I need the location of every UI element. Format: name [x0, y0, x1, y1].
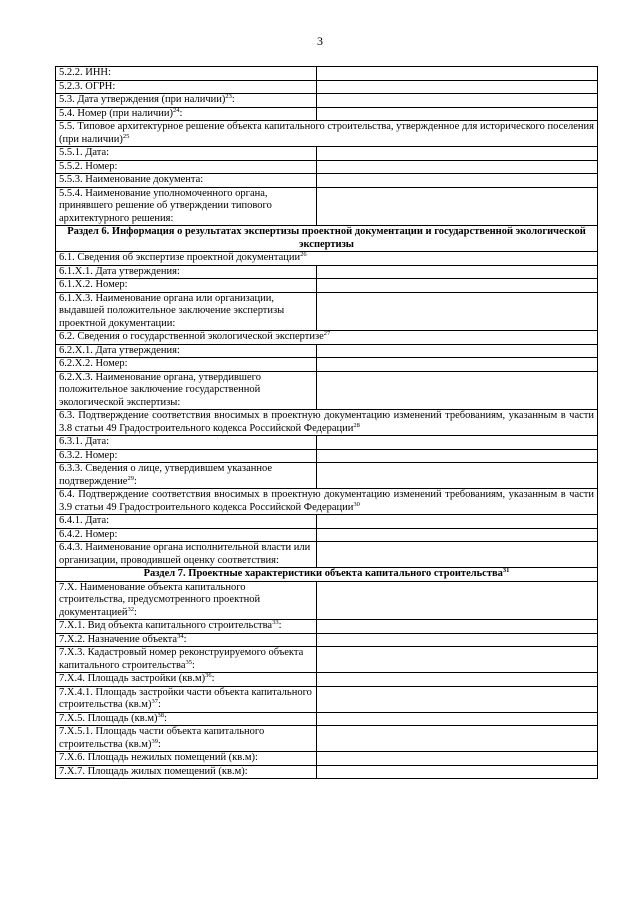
field-label-text: 5.4. Номер (при наличии) — [59, 107, 174, 119]
field-label-text: 5.2.3. ОГРН: — [59, 80, 116, 92]
field-label — [56, 279, 317, 293]
footnote-marker: 29 — [127, 474, 134, 482]
field-value-cell[interactable] — [317, 107, 598, 121]
field-label-text: 7.X. Наименование объекта капитального строительства, предусмотренного проектной документацией — [59, 581, 261, 618]
group-label — [56, 489, 598, 515]
footnote-marker: 23 — [225, 93, 232, 100]
field-value-cell[interactable] — [317, 436, 598, 450]
form-row — [56, 121, 598, 147]
field-label: 5.4. Номер (при наличии)$^{24}$: — [56, 107, 317, 121]
footnote-marker: 30 — [353, 500, 360, 508]
field-label — [56, 542, 317, 568]
field-label — [56, 174, 317, 188]
field-value-cell[interactable] — [317, 160, 598, 174]
field-label-text: 6.1.X.3. Наименование органа или организации, выдавшей положительное заключение экспертизы проектной документации: — [59, 292, 285, 329]
field-value-cell[interactable] — [317, 80, 598, 94]
footnote-marker: 34 — [177, 633, 184, 640]
field-label-text: 6.3.3. Сведения о лице, утвердившем указанное подтверждение — [59, 463, 273, 487]
field-label: 7.X. Наименование объекта капитального строительства, предусмотренного проектной документацией$^{32}$: — [56, 581, 317, 620]
field-value-cell[interactable] — [317, 292, 598, 331]
field-value-cell[interactable] — [317, 765, 598, 779]
form-row — [56, 752, 598, 766]
footnote-marker: 25 — [122, 132, 130, 140]
field-label: 7.X.1. Вид объекта капитального строительства$^{33}$: — [56, 620, 317, 634]
section-title — [56, 568, 598, 582]
group-label — [56, 331, 598, 345]
form-row — [56, 67, 598, 81]
field-value-cell[interactable] — [317, 673, 598, 687]
form-row — [56, 94, 598, 108]
form-row — [56, 279, 598, 293]
footnote-marker: 39 — [151, 737, 158, 745]
field-value-cell[interactable] — [317, 647, 598, 673]
field-label — [56, 160, 317, 174]
field-label-text: 5.2.2. ИНН: — [59, 67, 111, 78]
field-value-cell[interactable] — [317, 686, 598, 712]
field-value-cell[interactable] — [317, 371, 598, 410]
form-row — [56, 542, 598, 568]
field-label-text: 6.2.X.2. Номер: — [59, 358, 128, 369]
footnote-marker: 28 — [353, 421, 360, 429]
field-label-text: 7.X.4. Площадь застройки (кв.м) — [59, 673, 206, 684]
form-row — [56, 765, 598, 779]
form-row — [56, 436, 598, 450]
group-label-text: 6.1. Сведения об экспертизе проектной документации — [59, 252, 301, 263]
field-label — [56, 147, 317, 161]
field-label-text: 6.3.2. Номер: — [59, 449, 118, 461]
field-value-cell[interactable] — [317, 515, 598, 529]
field-label-text: 7.X.2. Назначение объекта — [59, 633, 178, 645]
field-label — [56, 67, 317, 81]
form-row — [56, 712, 598, 726]
footnote-marker: 38 — [157, 712, 164, 719]
field-label — [56, 528, 317, 542]
form-row — [56, 174, 598, 188]
form-row — [56, 80, 598, 94]
field-label-text: 5.5.4. Наименование уполномоченного органа, принявшего решение об утверждении типового архитектурного решения: — [59, 187, 272, 224]
field-label — [56, 515, 317, 529]
field-value-cell[interactable] — [317, 174, 598, 188]
form-row — [56, 344, 598, 358]
field-label-text: 7.X.6. Площадь нежилых помещений (кв.м): — [59, 752, 258, 763]
field-value-cell[interactable] — [317, 94, 598, 108]
field-value-cell[interactable] — [317, 633, 598, 647]
form-row — [56, 620, 598, 634]
form-row — [56, 515, 598, 529]
form-table — [55, 66, 598, 779]
field-label-text: 7.X.5. Площадь (кв.м) — [59, 712, 158, 724]
field-value-cell[interactable] — [317, 265, 598, 279]
field-label-text: 6.4.1. Дата: — [59, 515, 110, 526]
form-row — [56, 673, 598, 687]
field-value-cell[interactable] — [317, 528, 598, 542]
field-label — [56, 436, 317, 450]
form-row — [56, 331, 598, 345]
field-label-text: 6.4.2. Номер: — [59, 528, 118, 540]
form-row — [56, 581, 598, 620]
group-label-text: 5.5. Типовое архитектурное решение объекта капитального строительства, утвержденное для исторического поселения (при наличии) — [59, 121, 594, 145]
section-header-row — [56, 568, 598, 582]
form-row — [56, 371, 598, 410]
field-value-cell[interactable] — [317, 449, 598, 463]
footnote-marker: 31 — [502, 567, 510, 574]
section-title — [56, 226, 598, 252]
footnote-marker: 27 — [323, 330, 331, 337]
field-label-text: 7.X.1. Вид объекта капитального строительства — [59, 620, 273, 631]
form-table-body — [56, 67, 598, 779]
field-label: 6.3.3. Сведения о лице, утвердившем указанное подтверждение$^{29}$: — [56, 463, 317, 489]
field-label-text: 7.X.7. Площадь жилых помещений (кв.м): — [59, 765, 248, 777]
field-value-cell[interactable] — [317, 752, 598, 766]
group-label — [56, 121, 598, 147]
section-title-text: Раздел 6. Информация о результатах экспертизы проектной документации и государственной экологической экспертизы — [67, 226, 586, 250]
field-label — [56, 80, 317, 94]
field-label-text: 5.5.1. Дата: — [59, 147, 110, 158]
form-row — [56, 147, 598, 161]
form-row — [56, 187, 598, 226]
field-label — [56, 449, 317, 463]
form-row — [56, 647, 598, 673]
group-label — [56, 410, 598, 436]
field-label-text: 7.X.5.1. Площадь части объекта капитального строительства (кв.м) — [59, 726, 265, 750]
field-label — [56, 371, 317, 410]
field-label-text: 6.3.1. Дата: — [59, 436, 110, 447]
footnote-marker: 26 — [300, 251, 307, 258]
field-value-cell[interactable] — [317, 620, 598, 634]
form-row — [56, 726, 598, 752]
form-row — [56, 633, 598, 647]
field-value-cell[interactable] — [317, 542, 598, 568]
field-label — [56, 265, 317, 279]
form-row — [56, 463, 598, 489]
field-label: 7.X.3. Кадастровый номер реконструируемого объекта капитального строительства$^{35}$: — [56, 647, 317, 673]
footnote-marker: 37 — [151, 698, 158, 705]
form-row — [56, 292, 598, 331]
field-label — [56, 765, 317, 779]
page-number: 3 — [317, 34, 323, 48]
field-value-cell[interactable] — [317, 67, 598, 81]
field-label: 5.3. Дата утверждения (при наличии)$^{23}$: — [56, 94, 317, 108]
form-row — [56, 410, 598, 436]
field-label-text: 6.2.X.3. Наименование органа, утвердившего положительное заключение государственной экологической экспертизы: — [59, 371, 261, 408]
field-label: 7.X.4. Площадь застройки $(кв.м)^{36}$: — [56, 673, 317, 687]
section-header-row — [56, 226, 598, 252]
field-label-text: 7.X.4.1. Площадь застройки части объекта капитального строительства (кв.м) — [59, 686, 312, 710]
form-row — [56, 528, 598, 542]
form-row — [56, 160, 598, 174]
group-label-text: 6.4. Подтверждение соответствия вносимых в проектную документацию изменений требованиям, указанным в части 3.9 статьи 49 Градостроительного кодекса Российской Федерации — [59, 489, 594, 513]
form-row — [56, 265, 598, 279]
field-label — [56, 358, 317, 372]
field-label-text: 5.5.2. Номер: — [59, 160, 118, 172]
group-label — [56, 252, 598, 266]
form-row — [56, 489, 598, 515]
group-label-text: 6.3. Подтверждение соответствия вносимых в проектную документацию изменений требованиям, указанным в части 3.8 статьи 49 Градостроительного кодекса Российской Федерации — [59, 410, 594, 434]
field-label-text: 6.4.3. Наименование органа исполнительной власти или организации, проводившей оценку соответствия: — [59, 542, 311, 566]
form-row — [56, 686, 598, 712]
field-value-cell[interactable] — [317, 712, 598, 726]
field-label-text: 6.2.X.1. Дата утверждения: — [59, 344, 180, 356]
field-value-cell[interactable] — [317, 463, 598, 489]
field-label-text: 6.1.X.1. Дата утверждения: — [59, 265, 180, 277]
field-value-cell[interactable] — [317, 358, 598, 372]
field-value-cell[interactable] — [317, 279, 598, 293]
group-label-text: 6.2. Сведения о государственной экологической экспертизе — [59, 331, 324, 342]
field-value-cell[interactable] — [317, 147, 598, 161]
field-label — [56, 344, 317, 358]
field-label: 7.X.4.1. Площадь застройки части объекта капитального строительства $(кв.м)^{37}$: — [56, 686, 317, 712]
footnote-marker: 32 — [127, 605, 134, 613]
form-row — [56, 449, 598, 463]
field-label-text: 6.1.X.2. Номер: — [59, 279, 128, 290]
form-row — [56, 358, 598, 372]
field-label: 7.X.2. Назначение объекта$^{34}$: — [56, 633, 317, 647]
field-value-cell[interactable] — [317, 187, 598, 226]
field-value-cell[interactable] — [317, 344, 598, 358]
field-label: 7.X.5.1. Площадь части объекта капитального строительства $(кв.м)^{39}$: — [56, 726, 317, 752]
field-value-cell[interactable] — [317, 581, 598, 620]
section-title-text: Раздел 7. Проектные характеристики объекта капитального строительства — [143, 568, 503, 579]
footnote-marker: 33 — [272, 619, 279, 626]
form-row — [56, 107, 598, 121]
form-row — [56, 252, 598, 266]
field-label-text: 5.5.3. Наименование документа: — [59, 174, 204, 185]
field-label-text: 5.3. Дата утверждения (при наличии) — [59, 94, 226, 105]
field-label — [56, 752, 317, 766]
footnote-marker: 36 — [205, 672, 212, 679]
field-value-cell[interactable] — [317, 726, 598, 752]
field-label — [56, 187, 317, 226]
field-label: 7.X.5. Площадь $(кв.м)^{38}$: — [56, 712, 317, 726]
field-label-text: 7.X.3. Кадастровый номер реконструируемого объекта капитального строительства — [59, 647, 304, 671]
footnote-marker: 24 — [173, 107, 180, 114]
field-label — [56, 292, 317, 331]
footnote-marker: 35 — [185, 658, 192, 666]
